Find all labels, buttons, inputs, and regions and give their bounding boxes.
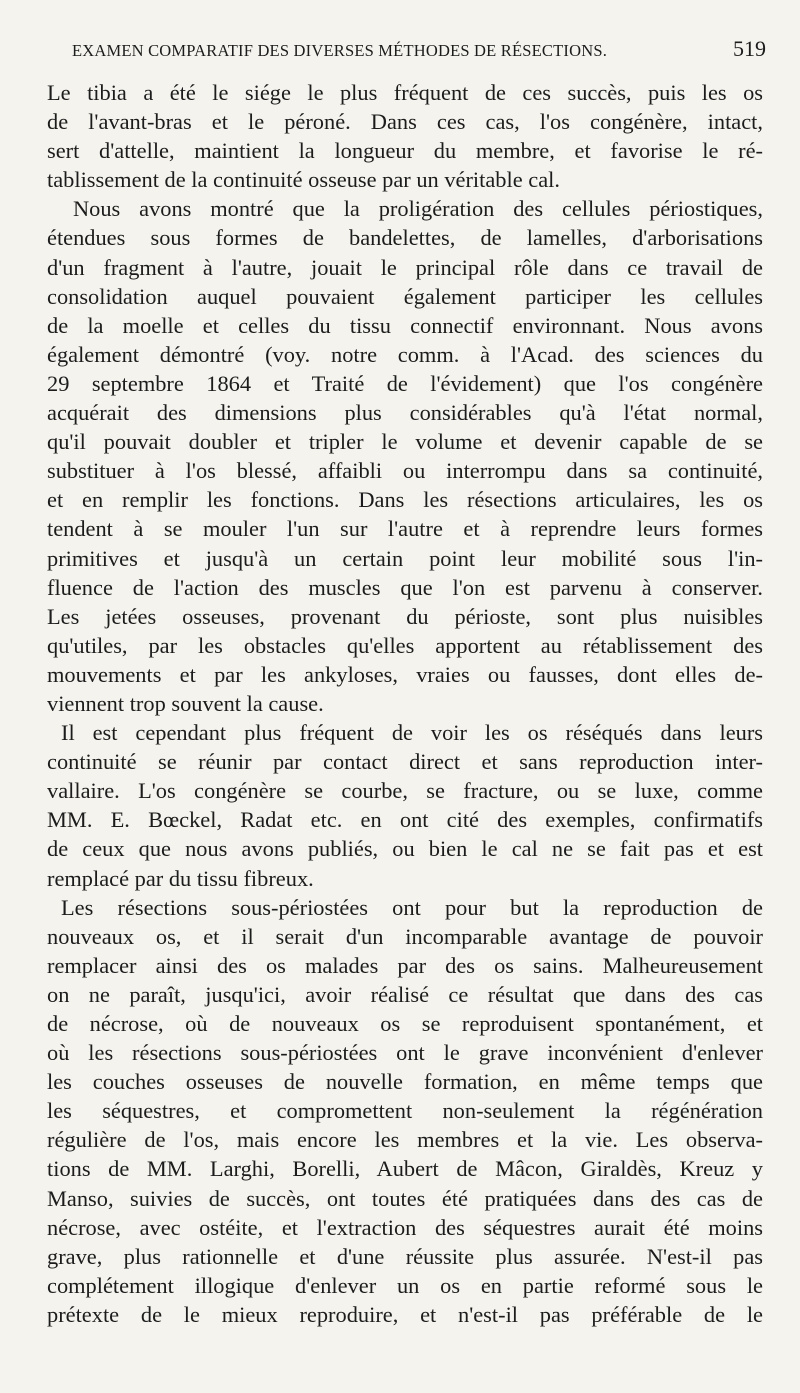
text-line: acquérait des dimensions plus considérables qu'à l'état normal, bbox=[47, 400, 763, 426]
text-line: tendent à se mouler l'un sur l'autre et à reprendre leurs formes bbox=[47, 516, 763, 542]
text-line: grave, plus rationnelle et d'une réussite plus assurée. N'est-il pas bbox=[47, 1243, 763, 1269]
text-line: nouveaux os, et il serait d'un incomparable avantage de pouvoir bbox=[47, 923, 763, 949]
text-line: qu'utiles, par les obstacles qu'elles apportent au rétablissement des bbox=[47, 632, 763, 658]
text-line: de nécrose, où de nouveaux os se reproduisent spontanément, et bbox=[47, 1011, 763, 1036]
text-line: primitives et jusqu'à un certain point leur mobilité sous l'in- bbox=[47, 545, 763, 571]
text-line: tablissement de la continuité osseuse par un véritable cal. bbox=[47, 167, 560, 193]
text-line: remplacé par du tissu fibreux. bbox=[47, 865, 314, 891]
text-line: continuité se réunir par contact direct et sans reproduction inter- bbox=[47, 749, 763, 775]
text-line: de ceux que nous avons publiés, ou bien le cal ne se fait pas et est bbox=[47, 836, 763, 862]
text-line: consolidation auquel pouvaient également participer les cellules bbox=[47, 283, 763, 309]
text-line: sert d'attelle, maintient la longueur du membre, et favorise le ré- bbox=[47, 138, 763, 164]
text-line: tions de MM. Larghi, Borelli, Aubert de Mâcon, Giraldès, Kreuz y bbox=[47, 1156, 763, 1182]
text-line: également démontré (voy. notre comm. à l'Acad. des sciences du bbox=[47, 341, 763, 367]
body-text bbox=[47, 78, 763, 1329]
text-line: les couches osseuses de nouvelle formation, en même temps que bbox=[47, 1069, 763, 1095]
text-line: on ne paraît, jusqu'ici, avoir réalisé ce résultat que dans des cas bbox=[47, 981, 763, 1007]
text-line: et en remplir les fonctions. Dans les résections articulaires, les os bbox=[47, 487, 763, 513]
text-line: Le tibia a été le siége le plus fréquent de ces succès, puis les os bbox=[47, 80, 763, 105]
running-title: EXAMEN COMPARATIF DES DIVERSES MÉTHODES DE RÉSECTIONS. bbox=[72, 41, 608, 60]
text-line: prétexte de le mieux reproduire, et n'est-il pas préférable de le bbox=[47, 1301, 763, 1327]
text-line: de l'avant-bras et le péroné. Dans ces cas, l'os congénère, intact, bbox=[47, 109, 763, 135]
text-line: Il est cependant plus fréquent de voir les os réséqués dans leurs bbox=[61, 720, 763, 746]
text-line: Manso, suivies de succès, ont toutes été pratiquées dans des cas de bbox=[47, 1185, 763, 1211]
text-line: qu'il pouvait doubler et tripler le volume et devenir capable de se bbox=[47, 429, 763, 455]
running-head bbox=[72, 36, 766, 64]
text-line: MM. E. Bœckel, Radat etc. en ont cité des exemples, confirmatifs bbox=[47, 807, 763, 833]
text-line: Les jetées osseuses, provenant du périoste, sont plus nuisibles bbox=[47, 603, 763, 629]
text-line: nécrose, avec ostéite, et l'extraction des séquestres aurait été moins bbox=[47, 1214, 763, 1240]
text-line: substituer à l'os blessé, affaibli ou interrompu dans sa continuité, bbox=[47, 458, 763, 484]
text-line: d'un fragment à l'autre, jouait le principal rôle dans ce travail de bbox=[47, 254, 763, 280]
text-line: les séquestres, et compromettent non-seulement la régénération bbox=[47, 1098, 763, 1124]
text-line: régulière de l'os, mais encore les membres et la vie. Les observa- bbox=[47, 1127, 763, 1153]
page-number: 519 bbox=[733, 36, 766, 61]
text-line: complétement illogique d'enlever un os en partie reformé sous le bbox=[47, 1272, 763, 1298]
text-line: vallaire. L'os congénère se courbe, se fracture, ou se luxe, comme bbox=[47, 778, 763, 804]
text-line: où les résections sous-périostées ont le grave inconvénient d'enlever bbox=[47, 1040, 763, 1066]
text-line: étendues sous formes de bandelettes, de lamelles, d'arborisations bbox=[47, 225, 763, 251]
text-line: Les résections sous-périostées ont pour but la reproduction de bbox=[61, 894, 763, 920]
text-line: remplacer ainsi des os malades par des os sains. Malheureusement bbox=[47, 952, 763, 978]
text-line: de la moelle et celles du tissu connectif environnant. Nous avons bbox=[47, 312, 763, 338]
text-line: mouvements et par les ankyloses, vraies ou fausses, dont elles de- bbox=[47, 661, 763, 687]
text-line: 29 septembre 1864 et Traité de l'évidement) que l'os congénère bbox=[47, 370, 763, 396]
text-line: Nous avons montré que la proligération des cellules périostiques, bbox=[73, 196, 763, 222]
text-line: fluence de l'action des muscles que l'on est parvenu à conserver. bbox=[47, 574, 763, 600]
text-line: viennent trop souvent la cause. bbox=[47, 690, 324, 716]
